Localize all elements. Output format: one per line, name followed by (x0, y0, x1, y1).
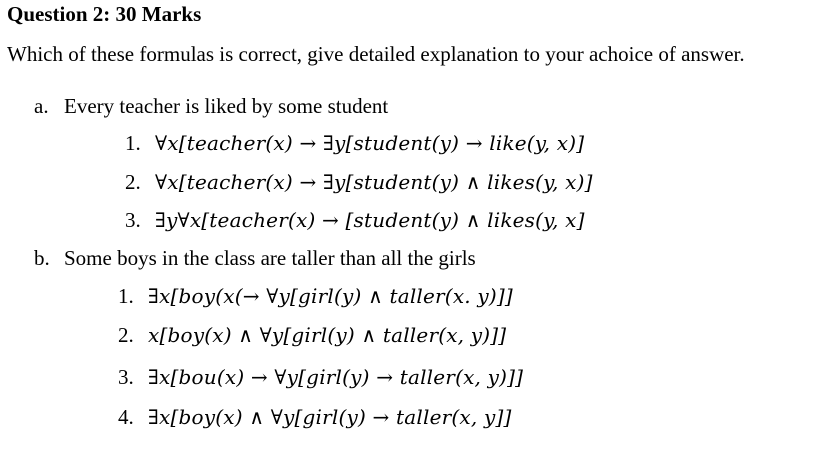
formula-number: 2. (125, 170, 141, 194)
formula-number: 2. (118, 323, 134, 347)
formula-expression: ∃y∀x[teacher(x) → [student(y) ∧ likes(y, x] (155, 208, 585, 232)
part-b-marker: b. (34, 246, 50, 270)
formula-expression: ∀x[teacher(x) → ∃y[student(y) ∧ likes(y, x)] (155, 170, 593, 194)
formula-expression: ∃x[bou(x) → ∀y[girl(y) → taller(x, y)]] (148, 365, 524, 389)
question-prompt: Which of these formulas is correct, give detailed explanation to your achoice of answer. (7, 42, 745, 66)
formula-number: 4. (118, 405, 134, 429)
question-heading: Question 2: 30 Marks (7, 2, 202, 26)
formula-number: 1. (125, 131, 141, 155)
formula-expression: ∀x[teacher(x) → ∃y[student(y) → like(y, x)] (155, 131, 585, 155)
formula-expression: ∃x[boy(x(→ ∀y[girl(y) ∧ taller(x. y)]] (148, 284, 513, 308)
part-b-statement: Some boys in the class are taller than all the girls (64, 246, 476, 270)
part-a-statement: Every teacher is liked by some student (64, 94, 389, 118)
formula-expression: x[boy(x) ∧ ∀y[girl(y) ∧ taller(x, y)]] (148, 323, 507, 347)
part-a-marker: a. (34, 94, 49, 118)
formula-number: 3. (118, 365, 134, 389)
formula-number: 3. (125, 208, 141, 232)
formula-expression: ∃x[boy(x) ∧ ∀y[girl(y) → taller(x, y]] (148, 405, 512, 429)
formula-number: 1. (118, 284, 134, 308)
